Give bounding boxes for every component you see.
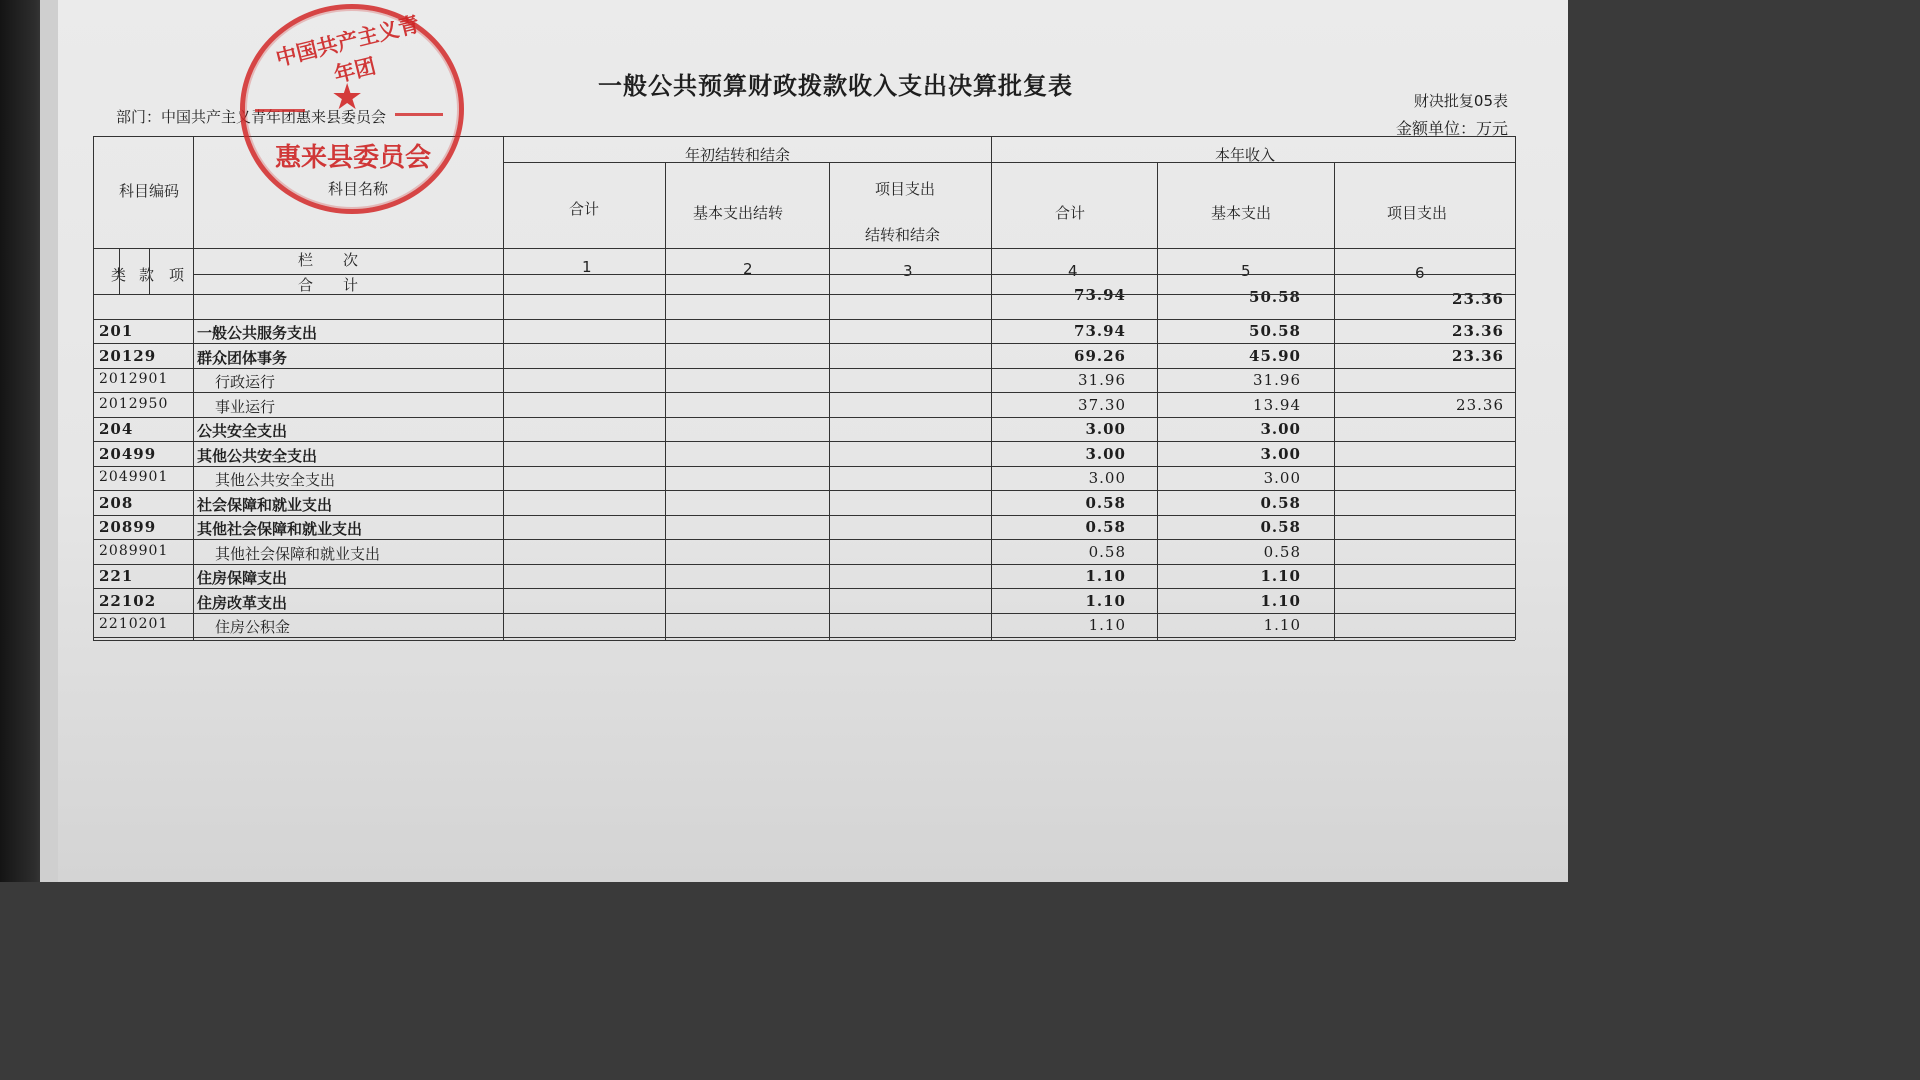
header-name: 科目名称 [328, 180, 389, 198]
grid-vline [665, 162, 666, 640]
header-total-label: 合 计 [298, 276, 359, 294]
row-code: 20129 [99, 347, 157, 365]
row-value-col4: 3.00 [1085, 445, 1126, 463]
row-value-col4: 69.26 [1074, 347, 1126, 365]
grid-vline [193, 136, 194, 640]
row-value-col5: 0.58 [1260, 494, 1301, 512]
row-code: 221 [99, 567, 134, 585]
seal-bottom-text: 惠来县委员会 [274, 143, 431, 173]
row-value-col5: 0.58 [1263, 543, 1301, 561]
grid-vline [93, 136, 94, 640]
row-value-col5: 50.58 [1249, 322, 1301, 340]
header-kuan: 款 [139, 266, 155, 284]
grid-hline [93, 319, 1515, 320]
header-col6: 项目支出 [1387, 204, 1448, 222]
grid-vline [829, 162, 830, 640]
header-column-label: 栏 次 [298, 251, 359, 269]
row-code: 20899 [99, 518, 157, 536]
grid-hline [503, 162, 1515, 163]
row-value-col5: 1.10 [1260, 567, 1301, 585]
row-code: 2210201 [99, 616, 169, 632]
row-value-col5: 3.00 [1263, 469, 1301, 487]
row-name: 公共安全支出 [197, 422, 288, 440]
row-code: 201 [99, 322, 134, 340]
row-name: 群众团体事务 [197, 349, 288, 367]
row-name: 住房改革支出 [197, 594, 288, 612]
budget-table [93, 136, 1515, 640]
row-name: 住房公积金 [215, 618, 291, 636]
grid-vline [1157, 162, 1158, 640]
unit-label: 金额单位：万元 [1395, 119, 1508, 138]
document-title: 一般公共预算财政拨款收入支出决算批复表 [598, 71, 1073, 100]
department-label: 部门：中国共产主义青年团惠来县委员会 [116, 108, 387, 126]
row-value-col4: 3.00 [1085, 420, 1126, 438]
row-value-col5: 3.00 [1260, 420, 1301, 438]
header-col4: 合计 [1055, 204, 1086, 222]
grid-hline [93, 392, 1515, 393]
row-value-col5: 3.00 [1260, 445, 1301, 463]
row-name: 住房保障支出 [197, 569, 288, 587]
grid-hline [93, 441, 1515, 442]
row-value-col4: 3.00 [1088, 469, 1126, 487]
row-value-col5: 31.96 [1253, 371, 1301, 389]
header-col3-line2: 结转和结余 [865, 226, 941, 244]
row-name: 其他社会保障和就业支出 [215, 545, 381, 563]
row-code: 2049901 [99, 469, 169, 485]
total-col5: 50.58 [1249, 288, 1301, 306]
seal-line-right [395, 113, 443, 116]
row-code: 208 [99, 494, 134, 512]
row-value-col4: 0.58 [1088, 543, 1126, 561]
row-name: 其他社会保障和就业支出 [197, 520, 363, 538]
header-xiang: 项 [169, 266, 185, 284]
row-name: 其他公共安全支出 [197, 447, 318, 465]
seal-line-left [255, 109, 305, 112]
official-seal [240, 4, 464, 214]
row-name: 事业运行 [215, 398, 276, 416]
seal-top-text: 中国共产主义青年团 [273, 11, 422, 88]
header-col2: 基本支出结转 [693, 204, 784, 222]
row-code: 204 [99, 420, 134, 438]
grid-hline [93, 539, 1515, 540]
row-name: 行政运行 [215, 373, 276, 391]
row-value-col6: 23.36 [1452, 322, 1504, 340]
header-col1: 合计 [569, 200, 600, 218]
total-col4: 73.94 [1074, 286, 1126, 304]
grid-hline [93, 515, 1515, 516]
total-col6: 23.36 [1452, 290, 1504, 308]
grid-hline [193, 274, 1515, 275]
form-number: 财决批复05表 [1413, 92, 1508, 110]
row-value-col4: 1.10 [1085, 592, 1126, 610]
header-col3-line1: 项目支出 [875, 180, 936, 198]
row-value-col5: 13.94 [1253, 396, 1301, 414]
column-number-6: 6 [1415, 264, 1425, 282]
grid-hline [93, 368, 1515, 369]
header-group-b: 本年收入 [1215, 146, 1276, 164]
row-value-col4: 73.94 [1074, 322, 1126, 340]
grid-vline [503, 136, 504, 640]
grid-vline [149, 248, 150, 294]
row-name: 社会保障和就业支出 [197, 496, 333, 514]
grid-hline [93, 490, 1515, 491]
row-value-col6: 23.36 [1452, 347, 1504, 365]
grid-hline [93, 248, 1515, 249]
row-value-col4: 0.58 [1085, 494, 1126, 512]
grid-vline [991, 136, 992, 640]
row-value-col6: 23.36 [1456, 396, 1504, 414]
star-icon: ★ [331, 77, 364, 118]
row-value-col4: 0.58 [1085, 518, 1126, 536]
grid-hline [93, 417, 1515, 418]
row-value-col5: 45.90 [1249, 347, 1301, 365]
header-group-a: 年初结转和结余 [685, 146, 791, 164]
row-code: 2012950 [99, 396, 169, 412]
column-number-5: 5 [1241, 262, 1251, 280]
row-name: 一般公共服务支出 [197, 324, 318, 342]
row-code: 2012901 [99, 371, 169, 387]
grid-hline [93, 294, 1515, 295]
row-value-col4: 1.10 [1085, 567, 1126, 585]
column-number-2: 2 [743, 260, 753, 278]
header-lei: 类 [111, 266, 127, 284]
row-value-col5: 1.10 [1263, 616, 1301, 634]
row-value-col4: 31.96 [1078, 371, 1126, 389]
column-number-3: 3 [903, 262, 913, 280]
grid-hline [93, 640, 1515, 641]
row-value-col5: 0.58 [1260, 518, 1301, 536]
grid-vline [1334, 162, 1335, 640]
row-value-col5: 1.10 [1260, 592, 1301, 610]
document-page [58, 0, 1568, 882]
row-code: 20499 [99, 445, 157, 463]
grid-vline [119, 248, 120, 294]
row-value-col4: 37.30 [1078, 396, 1126, 414]
header-col5: 基本支出 [1211, 204, 1272, 222]
grid-hline [93, 588, 1515, 589]
grid-hline [93, 564, 1515, 565]
row-value-col4: 1.10 [1088, 616, 1126, 634]
grid-vline [1515, 136, 1516, 640]
row-name: 其他公共安全支出 [215, 471, 336, 489]
header-code: 科目编码 [119, 182, 180, 200]
row-code: 22102 [99, 592, 157, 610]
row-code: 2089901 [99, 543, 169, 559]
grid-hline [93, 343, 1515, 344]
column-number-4: 4 [1068, 262, 1078, 280]
grid-hline [93, 637, 1515, 638]
column-number-1: 1 [582, 258, 592, 276]
grid-hline [93, 613, 1515, 614]
grid-hline [93, 466, 1515, 467]
